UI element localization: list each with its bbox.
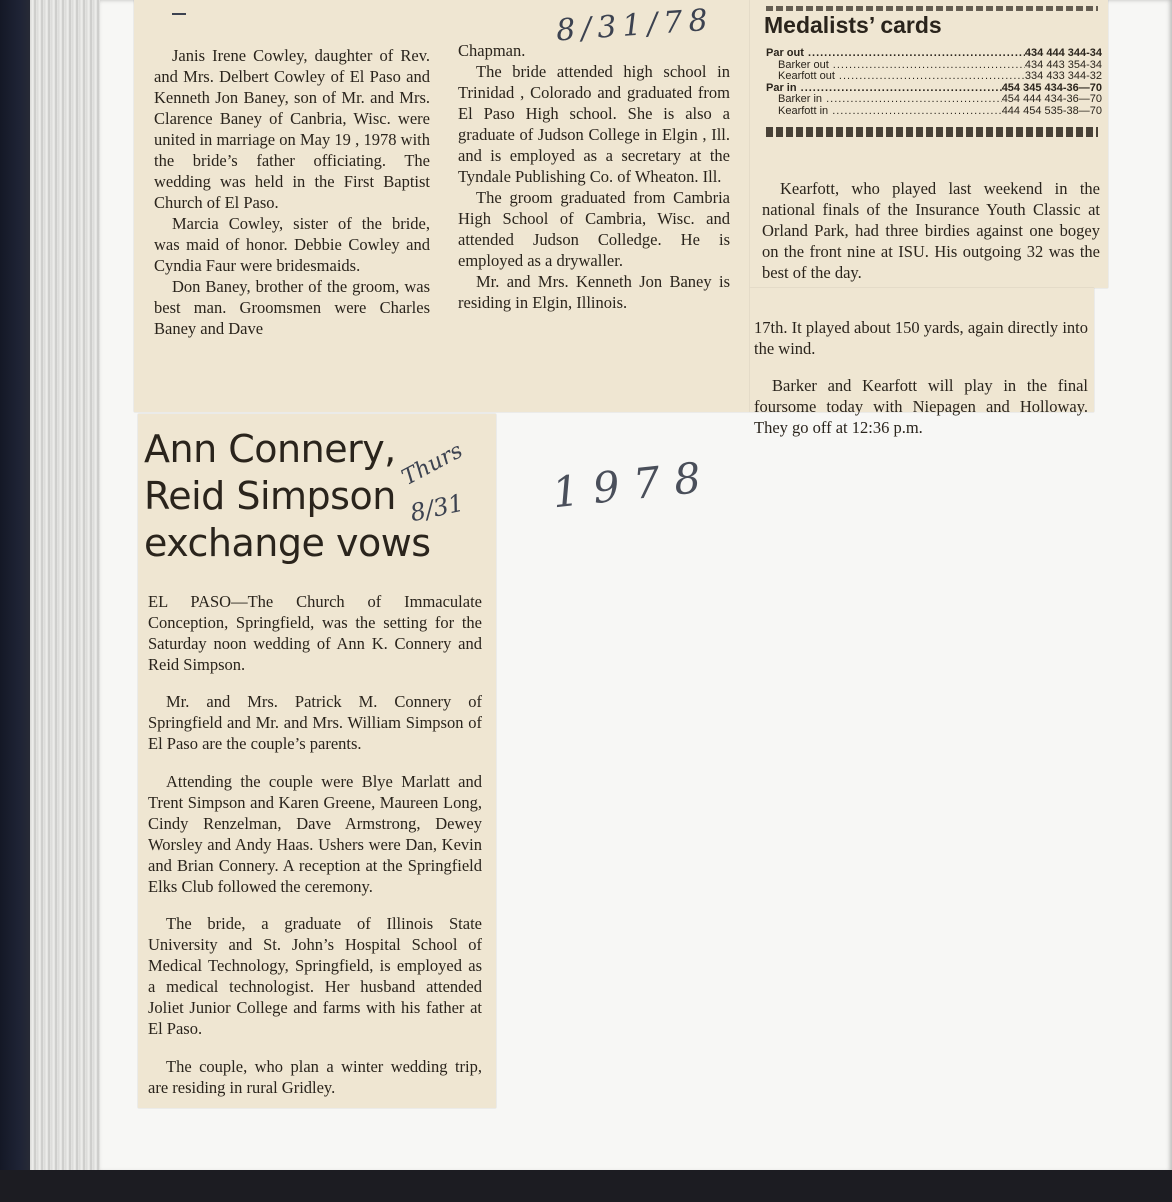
score-label: Par in .....	[766, 83, 1002, 95]
wedding-paragraph: Chapman.	[458, 41, 526, 60]
score-row	[766, 83, 1102, 95]
score-value: 454 345 434-36—70	[1001, 82, 1102, 94]
score-value: 454 444 434-36—70	[1001, 94, 1102, 105]
score-label: Barker out .....	[766, 60, 1025, 72]
clipping-golf-continued	[750, 288, 1094, 437]
wedding-paragraph: Janis Irene Cowley, daughter of Rev. and Mrs. Delbert Cowley of El Paso and Kenneth Jon Baney, son of Mr. and Mrs. Clarence Baney of Canbria, Wisc. were united in marriage on May 19 , 1978 with the bride’s father officiating. The wedding was held in the First Baptist Church of El Paso.	[154, 46, 430, 212]
golf-section-title: Medalists’ cards	[764, 12, 942, 38]
score-label: Barker in .....	[766, 94, 1002, 106]
golf-paragraph: Kearfott, who played last weekend in the national finals of the Insurance Youth Classic at Orland Park, had three birdies against one bogey on the front nine at ISU. His outgoing 32 was the best of the day.	[762, 178, 1100, 282]
page-stack-edges	[30, 0, 110, 1170]
score-label: Kearfott out .....	[766, 71, 1025, 83]
handwritten-date-top: 8/31/78	[554, 2, 715, 49]
handwritten-thurs: Thurs	[397, 438, 467, 491]
score-table	[766, 48, 1102, 117]
score-value: 434 444 344-34	[1024, 48, 1102, 59]
score-row	[766, 94, 1102, 106]
article-paragraph: EL PASO—The Church of Immaculate Conception, Springfield, was the setting for the Saturday noon wedding of Ann K. Connery and Reid Simpson.	[148, 591, 482, 674]
wedding-paragraph: Marcia Cowley, sister of the bride, was maid of honor. Debbie Cowley and Cyndia Faur were bridesmaids.	[154, 214, 430, 275]
headline-line: Reid Simpson	[144, 474, 396, 518]
golf-continued-block	[754, 300, 1088, 455]
score-row	[766, 106, 1102, 118]
wedding-paragraph: Mr. and Mrs. Kenneth Jon Baney is residing in Elgin, Illinois.	[458, 272, 730, 312]
golf-paragraph-block	[762, 161, 1100, 299]
article-paragraph: Attending the couple were Blye Marlatt and Trent Simpson and Karen Greene, Maureen Long, Cindy Renzelman, Dave Armstrong, Dewey Worsley and Andy Haas. Ushers were Dan, Kevin and Brian Connery. A reception at the Springfield Elks Club followed the ceremony.	[148, 771, 482, 896]
decorative-border-top	[766, 6, 1098, 11]
headline-line: exchange vows	[144, 521, 431, 565]
article-paragraph: Mr. and Mrs. Patrick M. Connery of Springfield and Mr. and Mrs. William Simpson of El Paso are the couple’s parents.	[148, 692, 482, 753]
score-row	[766, 71, 1102, 83]
article-body	[148, 574, 482, 1114]
wedding-paragraph: Don Baney, brother of the groom, was best man. Groomsmen were Charles Baney and Dave	[154, 277, 430, 338]
score-label: Kearfott in .....	[766, 106, 1002, 118]
score-value: 434 443 354-34	[1024, 59, 1102, 71]
handwritten-year: 1978	[549, 451, 718, 518]
article-headline	[144, 426, 431, 567]
clipping-medalists-cards	[750, 0, 1108, 288]
score-row	[766, 60, 1102, 72]
score-value: 334 433 344-32	[1024, 71, 1102, 82]
article-paragraph: The couple, who plan a winter wedding trip, are residing in rural Gridley.	[148, 1056, 482, 1097]
wedding-column-left	[154, 45, 430, 339]
clipping-cowley-baney-wedding	[134, 0, 750, 412]
score-label: Par out .....	[766, 48, 1025, 60]
wedding-paragraph: The bride attended high school in Trinidad , Colorado and graduated from El Paso High school. She is also a graduate of Judson College in Elgin , Ill. and is employed as a secretary at the Tyndale Publishing Co. of Wheaton. Ill.	[458, 62, 730, 186]
dash-mark	[172, 13, 186, 15]
score-row	[766, 48, 1102, 60]
golf-paragraph: 17th. It played about 150 yards, again directly into the wind.	[754, 317, 1088, 358]
headline-line: Ann Connery,	[144, 427, 396, 471]
scanner-bottom-edge	[0, 1170, 1172, 1202]
decorative-border-bottom	[766, 127, 1098, 137]
article-paragraph: The bride, a graduate of Illinois State University and St. John’s Hospital School of Medical Technology, Springfield, is employed as a medical technologist. Her husband attended Joliet Junior College and farms with his father at El Paso.	[148, 914, 482, 1038]
golf-paragraph: Barker and Kearfott will play in the final foursome today with Niepagen and Holloway. They go off at 12:36 p.m.	[754, 376, 1088, 437]
wedding-column-right	[458, 40, 730, 313]
handwritten-date-side: 8/31	[407, 488, 467, 528]
score-value: 444 454 535-38—70	[1001, 105, 1102, 117]
binder-edge	[0, 0, 34, 1202]
wedding-paragraph: The groom graduated from Cambria High School of Cambria, Wisc. and attended Judson Colledge. He is employed as a drywaller.	[458, 188, 730, 270]
